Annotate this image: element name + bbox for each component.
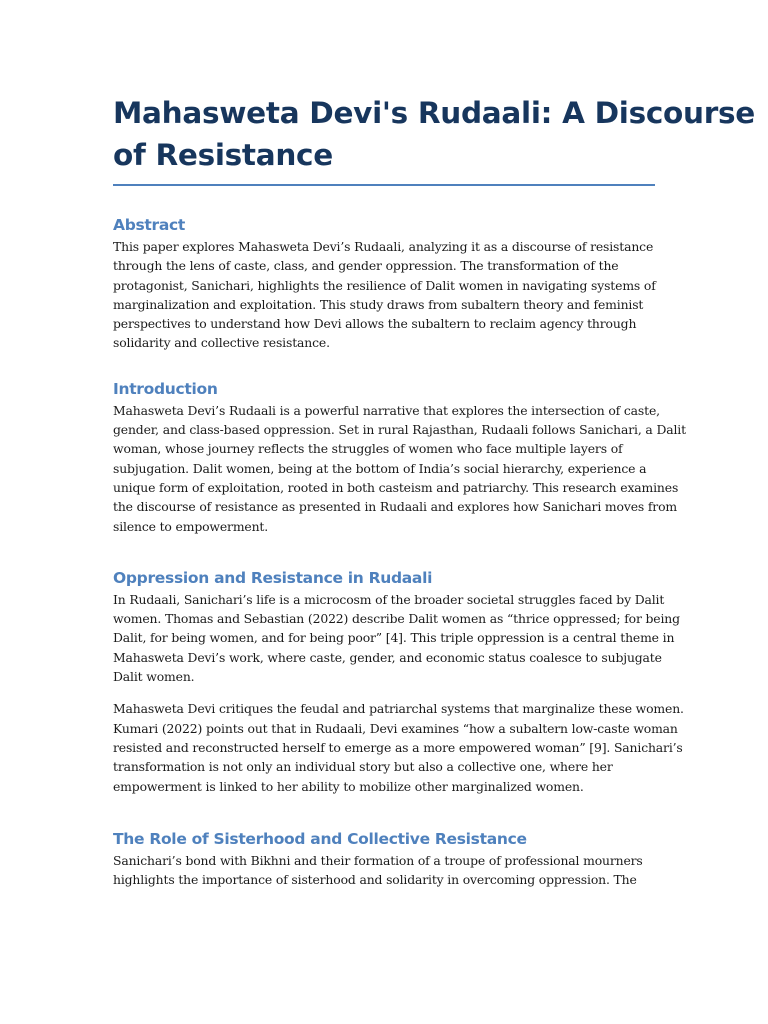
sisterhood-paragraph xyxy=(113,851,655,890)
heading-sisterhood: The Role of Sisterhood and Collective Resistance xyxy=(113,829,527,848)
text-line: Dalit women. xyxy=(113,669,195,685)
text-line: silence to empowerment. xyxy=(113,518,269,534)
text-line: perspectives to understand how Devi allows the subaltern to reclaim agency through xyxy=(113,316,637,332)
text-line: woman, whose journey reflects the struggles of women who face multiple layers of xyxy=(113,441,623,457)
text-line: Kumari (2022) points out that in Rudaali, Devi examines “how a subaltern low-caste woman xyxy=(113,720,678,736)
text-line: Mahasweta Devi’s Rudaali is a powerful narrative that explores the intersection of caste, xyxy=(113,402,660,418)
heading-oppression-resistance: Oppression and Resistance in Rudaali xyxy=(113,568,433,587)
oppression-paragraph-2 xyxy=(113,699,684,795)
oppression-paragraph-1 xyxy=(113,590,680,686)
abstract-paragraph xyxy=(113,237,655,353)
text-line: Mahasweta Devi’s work, where caste, gender, and economic status coalesce to subjugate xyxy=(113,649,662,665)
text-line: gender, and class-based oppression. Set in rural Rajasthan, Rudaali follows Sanichari, a Dalit xyxy=(113,422,686,438)
text-line: the discourse of resistance as presented in Rudaali and explores how Sanichari moves from xyxy=(113,499,677,515)
text-line: marginalization and exploitation. This study draws from subaltern theory and feminist xyxy=(113,296,644,312)
document-title xyxy=(113,92,755,186)
title-line: of Resistance xyxy=(113,138,333,172)
text-line: This paper explores Mahasweta Devi’s Rudaali, analyzing it as a discourse of resistance xyxy=(113,239,654,254)
text-line: Sanichari’s bond with Bikhni and their formation of a troupe of professional mourners xyxy=(113,852,643,868)
introduction-paragraph xyxy=(113,401,686,536)
text-line: subjugation. Dalit women, being at the bottom of India’s social hierarchy, experience a xyxy=(113,460,647,476)
text-line: resisted and reconstructed herself to emerge as a more empowered woman” [9]. Sanichari’s xyxy=(113,739,683,755)
text-line: solidarity and collective resistance. xyxy=(113,335,330,351)
text-line: Dalit, for being women, and for being poor” [4]. This triple oppression is a central theme in xyxy=(113,630,675,646)
text-line: transformation is not only an individual story but also a collective one, where her xyxy=(113,759,613,775)
text-line: women. Thomas and Sebastian (2022) describe Dalit women as “thrice oppressed; for being xyxy=(113,611,680,627)
text-line: protagonist, Sanichari, highlights the resilience of Dalit women in navigating systems of xyxy=(113,277,656,293)
text-line: Mahasweta Devi critiques the feudal and patriarchal systems that marginalize these women. xyxy=(113,701,684,717)
text-line: unique form of exploitation, rooted in both casteism and patriarchy. This research examines xyxy=(113,479,679,495)
text-line: highlights the importance of sisterhood and solidarity in overcoming oppression. The xyxy=(113,872,637,888)
title-line: Mahasweta Devi's Rudaali: A Discourse xyxy=(113,96,755,130)
text-line: empowerment is linked to her ability to mobilize other marginalized women. xyxy=(113,778,584,794)
text-line: through the lens of caste, class, and gender oppression. The transformation of the xyxy=(113,258,619,274)
heading-abstract: Abstract xyxy=(113,216,186,234)
text-line: In Rudaali, Sanichari’s life is a microcosm of the broader societal struggles faced by Dalit xyxy=(113,591,665,607)
heading-introduction: Introduction xyxy=(113,379,218,398)
